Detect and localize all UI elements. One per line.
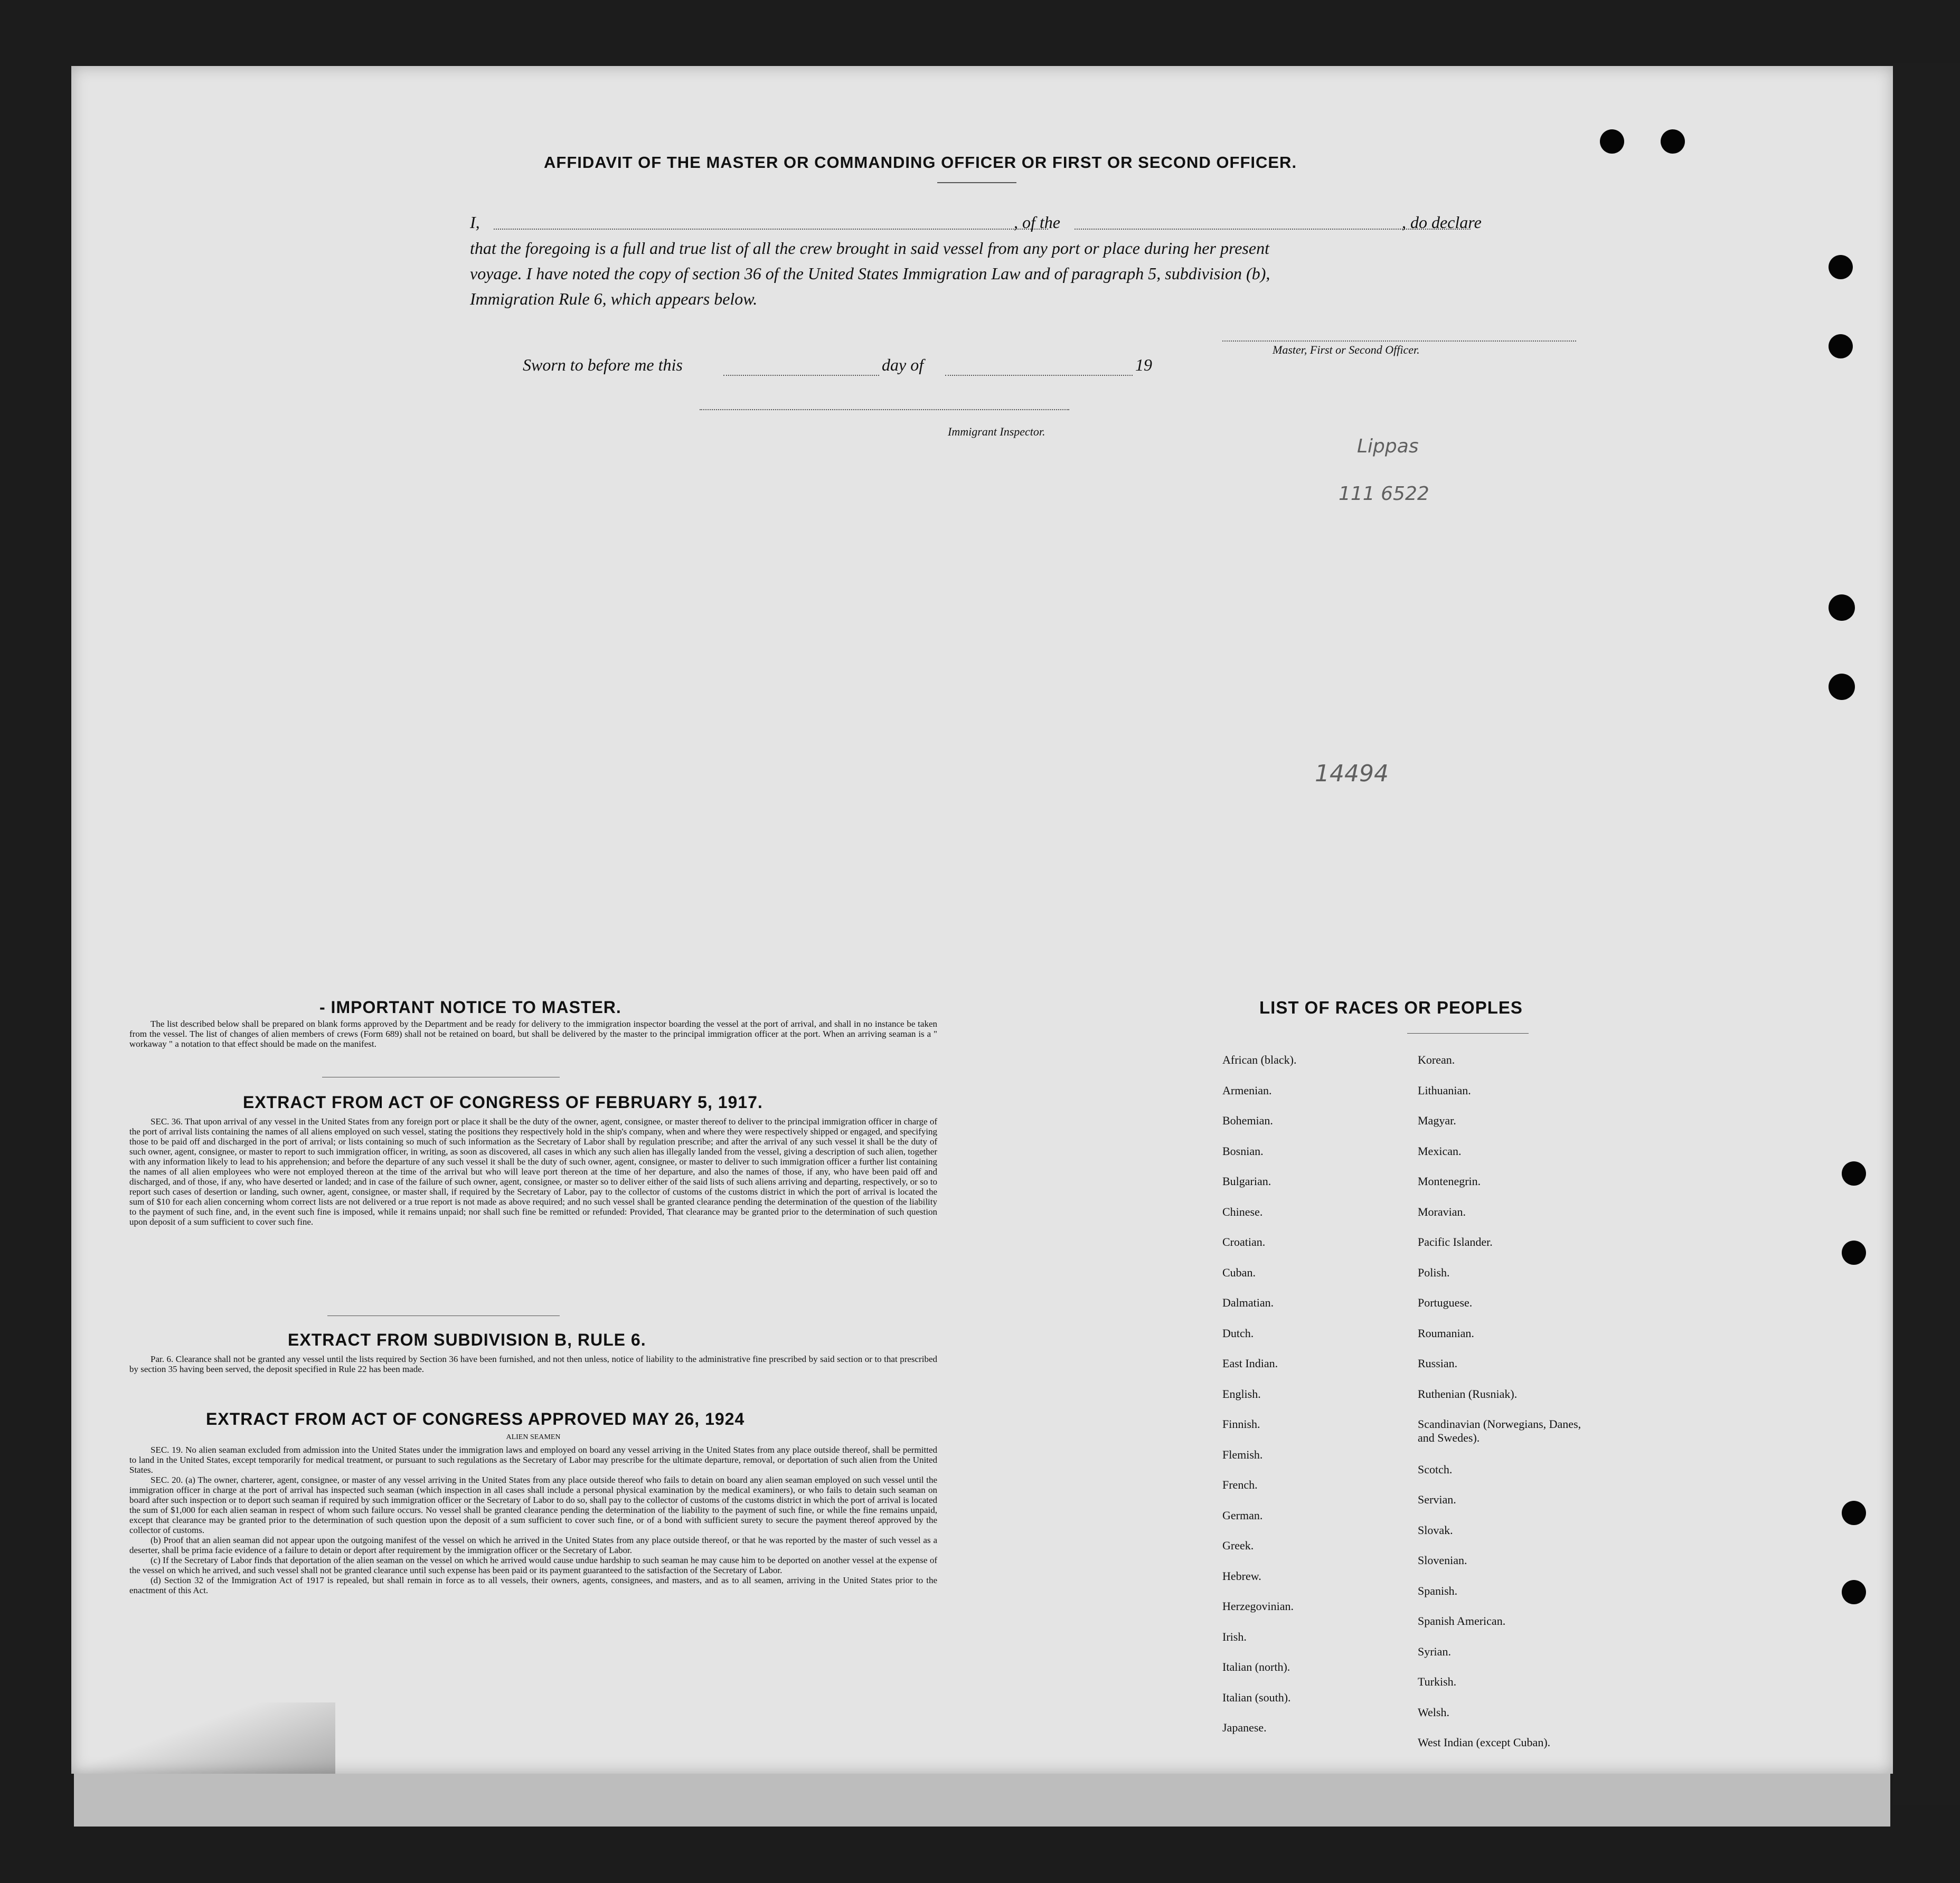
race-item: Flemish. bbox=[1222, 1447, 1263, 1461]
race-item: West Indian (except Cuban). bbox=[1418, 1736, 1551, 1749]
race-item: Chinese. bbox=[1222, 1205, 1263, 1218]
handwritten-number: 111 6522 bbox=[1339, 483, 1429, 505]
punch-hole bbox=[1661, 129, 1685, 154]
affidavit-title: AFFIDAVIT OF THE MASTER OR COMMANDING OFFICER OR FIRST OR SECOND OFFICER. bbox=[544, 153, 1297, 172]
punch-hole bbox=[1829, 334, 1853, 358]
extract-1924-title: EXTRACT FROM ACT OF CONGRESS APPROVED MAY 26, 1924 bbox=[206, 1409, 745, 1428]
race-item: Moravian. bbox=[1418, 1205, 1466, 1218]
race-item: English. bbox=[1222, 1387, 1261, 1401]
master-label: Master, First or Second Officer. bbox=[1273, 343, 1420, 356]
rule bbox=[1407, 1033, 1529, 1034]
scan-right-edge bbox=[1893, 63, 1960, 1805]
race-item: Armenian. bbox=[1222, 1083, 1272, 1097]
name-blank bbox=[494, 229, 1048, 230]
affidavit-line3: voyage. I have noted the copy of section 36 of the United States Immigration Law and of paragraph 5, subdivision (b), bbox=[470, 264, 1270, 283]
punch-hole bbox=[1842, 1241, 1866, 1265]
race-item: Cuban. bbox=[1222, 1265, 1256, 1279]
inspector-signature-blank bbox=[700, 409, 1069, 410]
race-item: Dalmatian. bbox=[1222, 1296, 1274, 1309]
punch-hole bbox=[1842, 1580, 1866, 1604]
title-rule bbox=[937, 182, 1016, 183]
race-item: Japanese. bbox=[1222, 1721, 1267, 1734]
race-item: Greek. bbox=[1222, 1539, 1254, 1552]
race-item: Slovak. bbox=[1418, 1523, 1453, 1537]
race-item: Italian (south). bbox=[1222, 1690, 1291, 1704]
sworn-day-blank bbox=[723, 375, 879, 376]
race-item: Spanish. bbox=[1418, 1584, 1458, 1597]
notice-title: - IMPORTANT NOTICE TO MASTER. bbox=[319, 998, 621, 1017]
punch-hole bbox=[1600, 129, 1624, 154]
race-item: Magyar. bbox=[1418, 1114, 1456, 1127]
race-item: African (black). bbox=[1222, 1053, 1297, 1066]
race-item: Bohemian. bbox=[1222, 1114, 1273, 1127]
race-item: Bosnian. bbox=[1222, 1144, 1264, 1158]
race-item: Korean. bbox=[1418, 1053, 1455, 1066]
extract-1917-text: SEC. 36. That upon arrival of any vessel in the United States from any foreign port or place it shall be the duty of the owner, agent, consignee, or master thereof to deliver to the principal immigration officer in charge of the port of arrival lists containing the names of all aliens employed on such vessel, stating the positions they respectively hold in the ship's company, when and where they were respectively shipped or engaged, and specifying those to be paid off and discharged in the port of arrival; or lists containing so much of such information as the Secretary of Labor shall by regulation prescribe; and after the arrival of any such vessel it shall be the duty of such owner, agent, consignee, or master to report to such immigration officer, in writing, as soon as discovered, all cases in which any such alien has illegally landed from the vessel, giving a description of such alien, together with any information likely to lead to his apprehension; and before the departure of any such vessel it shall be the duty of such owner, agent, consignee, or master to deliver to such immigration officer a further list containing the names of all alien employees who were not employed thereon at the time of the arrival but who will leave port thereon at the time of her departure, and also the names of those, if any, who have been paid off and discharged, and of those, if any, who have deserted or landed; and in case of the failure of such owner, agent, consignee, or master so to deliver either of the said lists of such aliens arriving and departing, respectively, or so to report such cases of desertion or landing, such owner, agent, consignee, or master shall, if required by the Secretary of Labor, pay to the collector of customs of the customs district in which the port of arrival is located the sum of $10 for each alien concerning whom correct lists are not delivered or a true report is not made as above required; and no such vessel shall be granted clearance pending the determination of the question of the liability to the payment of such fine, and, in the event such fine is imposed, while it remains unpaid; nor shall such fine be remitted or refunded: Provided, That clearance may be granted prior to the determination of such question upon deposit of a sum sufficient to cover such fine. bbox=[129, 1116, 937, 1227]
document-page bbox=[71, 66, 1893, 1774]
race-item: French. bbox=[1222, 1478, 1258, 1491]
race-item: Turkish. bbox=[1418, 1675, 1457, 1688]
race-item: Dutch. bbox=[1222, 1326, 1254, 1340]
race-item: Herzegovinian. bbox=[1222, 1600, 1294, 1613]
inspector-label: Immigrant Inspector. bbox=[948, 425, 1045, 438]
race-item: Finnish. bbox=[1222, 1417, 1260, 1431]
race-item: Scotch. bbox=[1418, 1462, 1453, 1476]
year-19: 19 bbox=[1135, 355, 1152, 374]
race-item: Slovenian. bbox=[1418, 1554, 1467, 1567]
races-title: LIST OF RACES OR PEOPLES bbox=[1259, 998, 1523, 1017]
punch-hole bbox=[1842, 1161, 1866, 1186]
race-item: Russian. bbox=[1418, 1357, 1458, 1370]
affidavit-of-the: , of the bbox=[1014, 213, 1060, 232]
handwritten-note: Lippas bbox=[1357, 436, 1419, 457]
race-item: Spanish American. bbox=[1418, 1614, 1506, 1627]
punch-hole bbox=[1829, 674, 1855, 700]
punch-hole bbox=[1829, 255, 1853, 279]
affidavit-line4: Immigration Rule 6, which appears below. bbox=[470, 289, 758, 308]
race-item: Scandinavian (Norwegians, Danes, and Swedes). bbox=[1418, 1417, 1581, 1444]
affidavit-i: I, bbox=[470, 213, 480, 232]
race-item: Pacific Islander. bbox=[1418, 1235, 1493, 1248]
race-item: Welsh. bbox=[1418, 1705, 1449, 1719]
race-item: Lithuanian. bbox=[1418, 1083, 1471, 1097]
race-item: Montenegrin. bbox=[1418, 1175, 1481, 1188]
paper-bottom-edge bbox=[74, 1774, 1890, 1827]
extract-rule6-text: Par. 6. Clearance shall not be granted any vessel until the lists required by Section 36 have been furnished, and not then unless, notice of liability to the administrative fine prescribed by said section or to that prescribed by section 35 having been served, the deposit specified in Rule 22 has been made. bbox=[129, 1354, 937, 1374]
extract-1924-text: SEC. 19. No alien seaman excluded from admission into the United States under the immigration laws and employed on board any vessel arriving in the United States from any place outside thereof, shall be permitted to land in the United States, except temporarily for medical treatment, or pursuant to such regulations as the Secretary of Labor may prescribe for the ultimate departure, removal, or deportation of such alien from the United States. SEC. 20. (a) The owner, charterer, agent, consignee, or master of any vessel arriving in the United States from any place outside thereof who fails to detain on board any alien seaman employed on such vessel until the immigration officer in charge at the port of arrival has inspected such seaman (which inspection in all cases shall include a personal physical examination by the medical examiners), or who fails to detain such seaman on board after such inspection or to deport such seaman if required by such immigration officer or the Secretary of Labor to do so, shall pay to the collector of customs of the customs district in which the port of arrival is located the sum of $1,000 for each alien seaman in respect of whom such failure occurs. No vessel shall be granted clearance pending the determination of the liability to the payment of such fine, or while the fine remains unpaid, except that clearance may be granted prior to the determination of such question upon the deposit of a sum sufficient to cover such fine, or of a bond with sufficient surety to secure the payment thereof approved by the collector of customs. (b) Proof that an alien seaman did not appear upon the outgoing manifest of the vessel on which he arrived in the United States from any place outside thereof, or that he was reported by the master of such vessel as a deserter, shall be prima facie evidence of a failure to detain or deport after requirement by the immigration officer or the Secretary of Labor. (c) If the Secretary of Labor finds that deportation of the alien seaman on the vessel on which he arrived would cause undue hardship to such seaman he may cause him to be deported on another vessel at the expense of the vessel on which he arrived, and such vessel shall not be granted clearance until such expense has been paid or its payment guaranteed to the satisfaction of the Secretary of Labor. (d) Section 32 of the Immigration Act of 1917 is repealed, but shall remain in force as to all vessels, their owners, agents, consignees, and masters, and as to all seamen, arriving in the United States prior to the enactment of this Act. bbox=[129, 1445, 937, 1595]
race-item: Hebrew. bbox=[1222, 1569, 1261, 1583]
punch-hole bbox=[1842, 1501, 1866, 1525]
race-item: Polish. bbox=[1418, 1265, 1450, 1279]
race-item: Servian. bbox=[1418, 1493, 1456, 1506]
race-item: Roumanian. bbox=[1418, 1326, 1474, 1340]
sworn-month-blank bbox=[945, 375, 1133, 376]
handwritten-number-2: 14494 bbox=[1315, 760, 1389, 787]
day-of: day of bbox=[882, 355, 924, 374]
notice-text: The list described below shall be prepared on blank forms approved by the Department and be ready for delivery to the immigration inspector boarding the vessel at the port of arrival, and shall in no instance be taken from the vessel. The list of changes of alien members of crews (Form 689) shall not be retained on board, but shall be delivered by the master to the principal immigration officer at the port. When an arriving seaman is a " workaway " a notation to that effect should be made on the manifest. bbox=[129, 1019, 937, 1049]
bleed-through-row bbox=[203, 451, 1867, 477]
punch-hole bbox=[1829, 594, 1855, 621]
race-item: German. bbox=[1222, 1508, 1263, 1522]
extract-rule6-title: EXTRACT FROM SUBDIVISION B, RULE 6. bbox=[288, 1330, 646, 1349]
race-item: Italian (north). bbox=[1222, 1660, 1290, 1673]
sworn-text: Sworn to before me this bbox=[523, 355, 683, 374]
affidavit-declare: , do declare bbox=[1402, 213, 1482, 232]
race-item: Syrian. bbox=[1418, 1644, 1451, 1658]
race-item: Irish. bbox=[1222, 1630, 1247, 1643]
race-item: Ruthenian (Rusniak). bbox=[1418, 1387, 1518, 1401]
extract-1917-title: EXTRACT FROM ACT OF CONGRESS OF FEBRUARY 5, 1917. bbox=[243, 1093, 763, 1112]
race-item: Mexican. bbox=[1418, 1144, 1462, 1158]
race-item: Bulgarian. bbox=[1222, 1175, 1271, 1188]
paper-fold-shadow bbox=[71, 1702, 335, 1774]
extract-1924-subtitle: ALIEN SEAMEN bbox=[506, 1433, 561, 1441]
race-item: East Indian. bbox=[1222, 1357, 1278, 1370]
master-signature-blank bbox=[1222, 340, 1576, 342]
affidavit-line2: that the foregoing is a full and true list of all the crew brought in said vessel from any port or place during her present bbox=[470, 239, 1269, 258]
race-item: Croatian. bbox=[1222, 1235, 1266, 1248]
race-item: Portuguese. bbox=[1418, 1296, 1473, 1309]
